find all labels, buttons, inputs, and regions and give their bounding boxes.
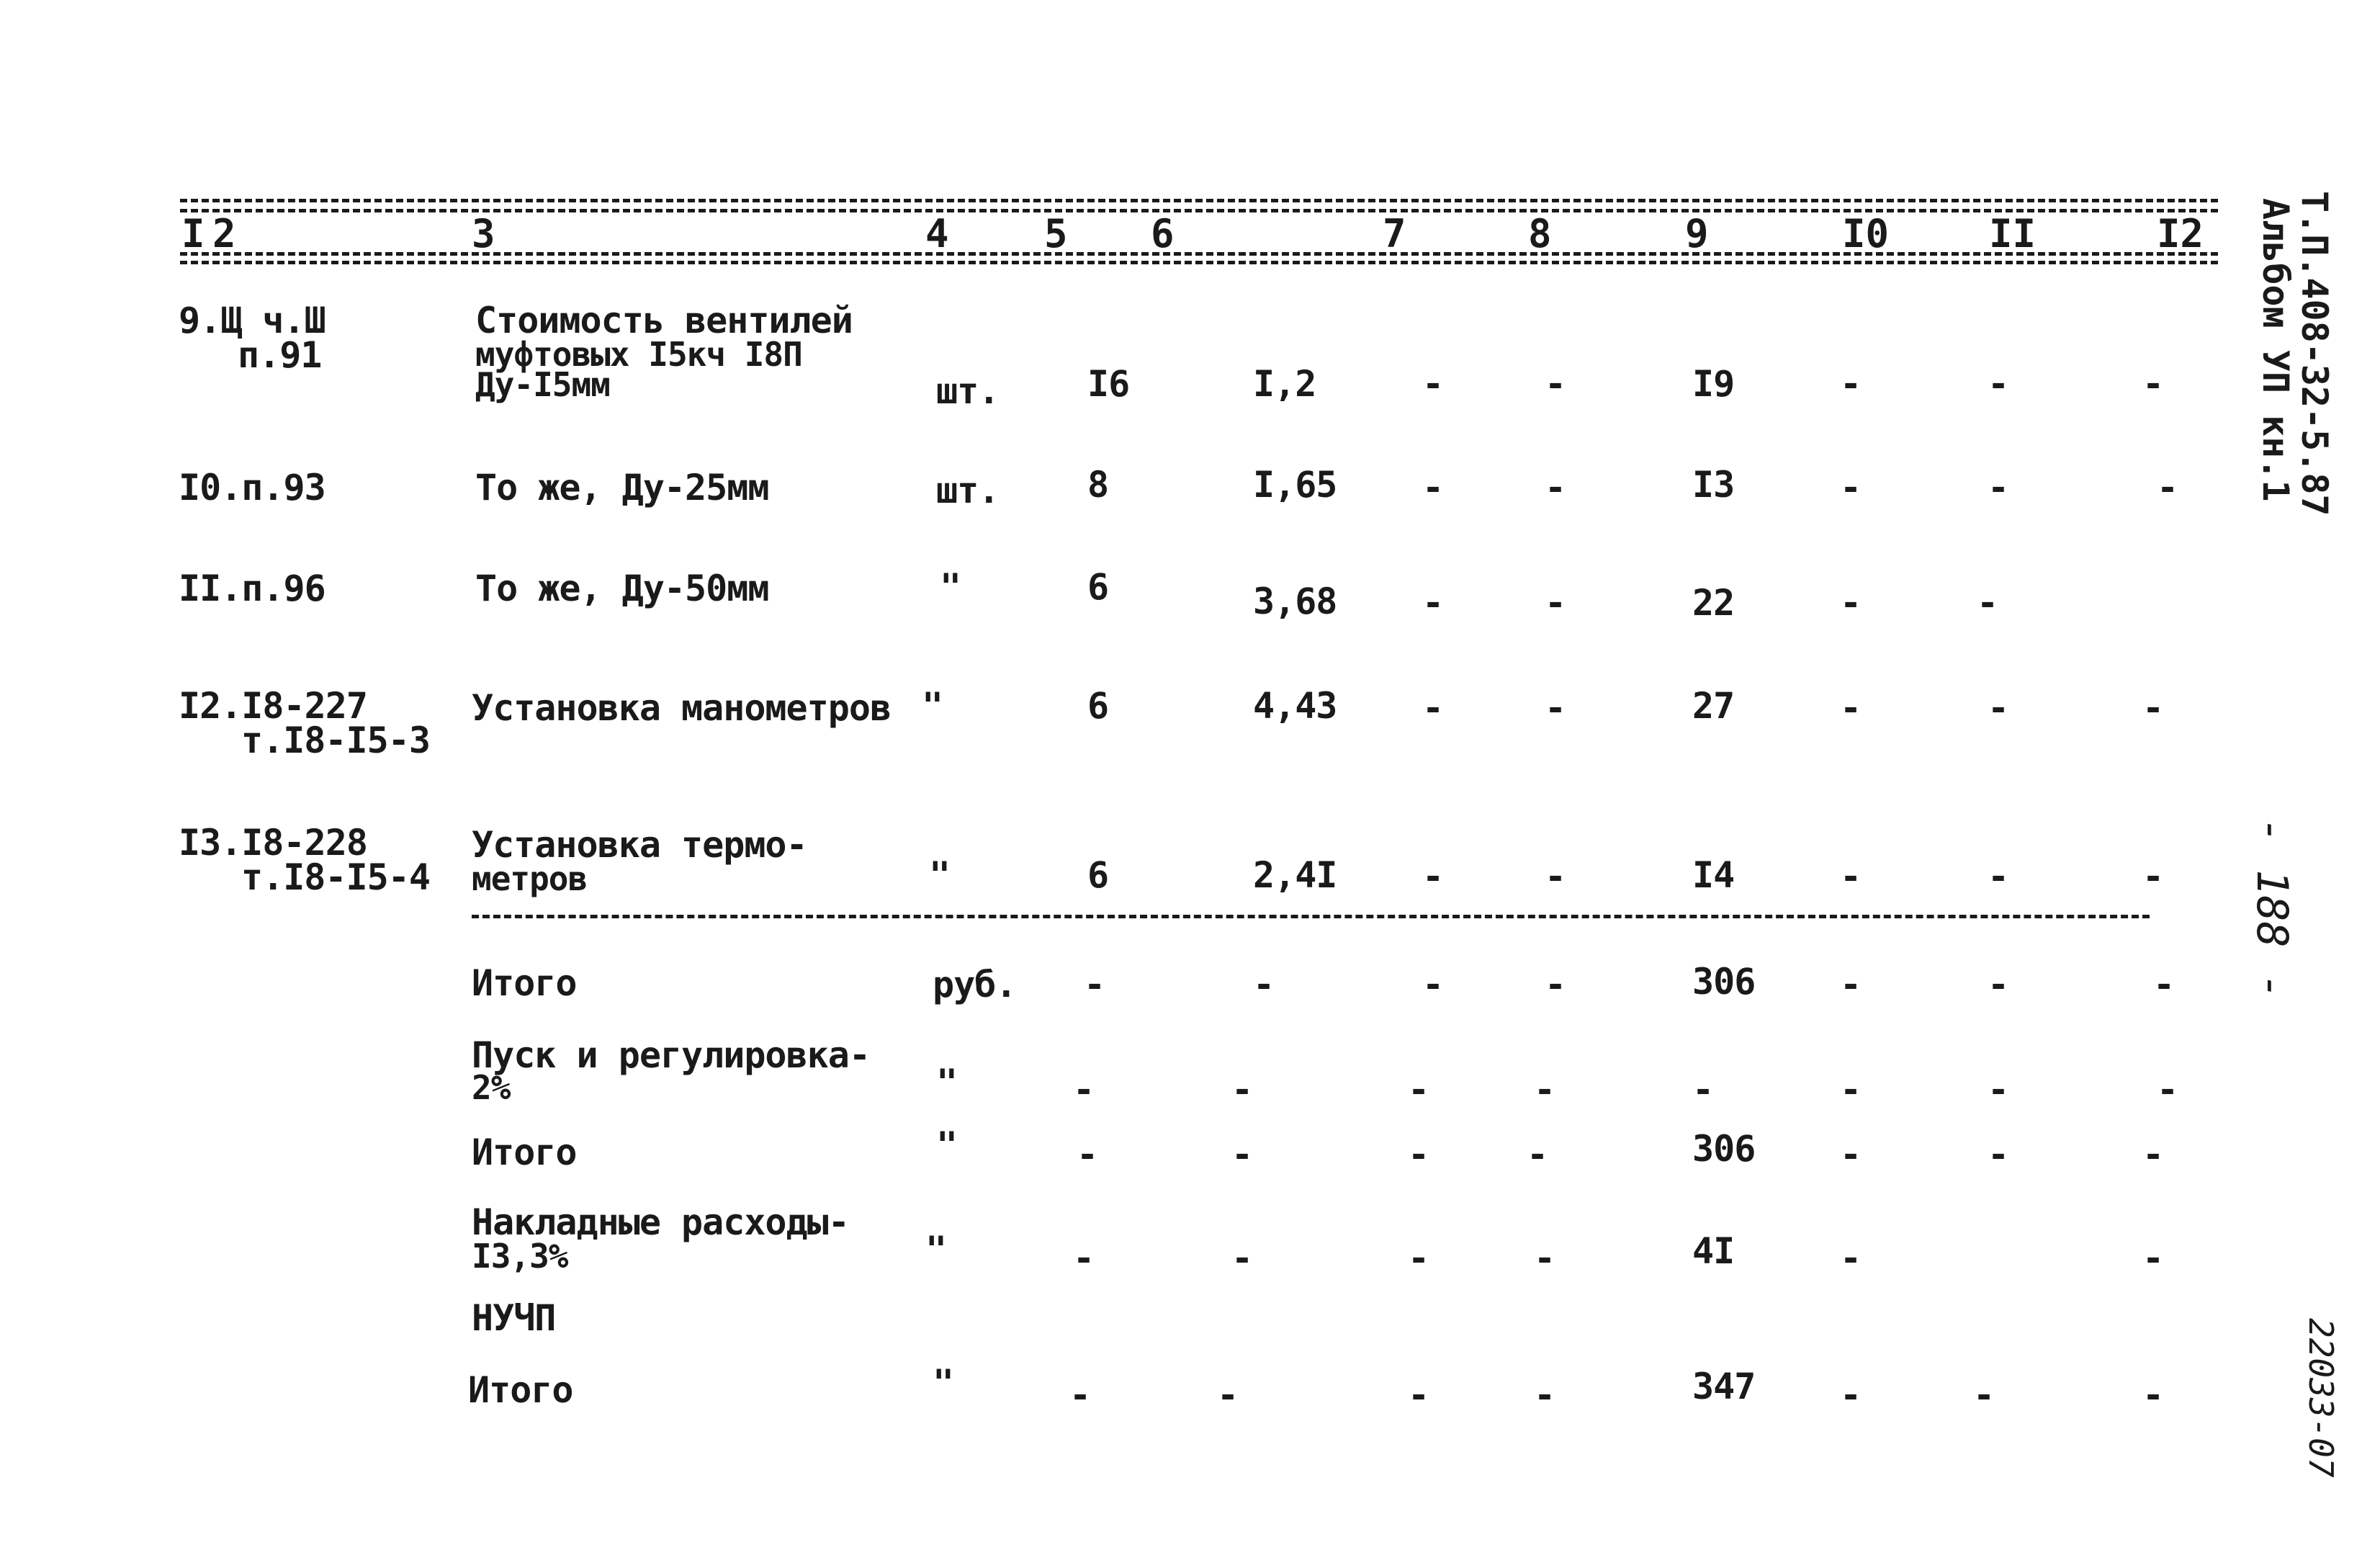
- row-code-sub: т.I8-I5-4: [241, 856, 430, 898]
- row-description-2: метров: [472, 859, 588, 898]
- total-col6: -: [1231, 1134, 1253, 1175]
- col-header-4: 4: [925, 211, 949, 256]
- row-unit: ": [929, 854, 951, 896]
- row-col10: -: [1840, 467, 1862, 509]
- row-col8: -: [1545, 856, 1566, 897]
- row-col10: -: [1840, 687, 1862, 729]
- row-col10: -: [1840, 582, 1862, 624]
- grand-total-col8: -: [1534, 1374, 1555, 1416]
- grand-total-col5: -: [1069, 1374, 1091, 1416]
- row-code-sub: п.91: [238, 334, 322, 376]
- row-col12: -: [2142, 856, 2164, 897]
- row-col6: 4,43: [1253, 685, 1337, 727]
- page-mark: - 188 -: [2247, 817, 2297, 1000]
- total-col10: -: [1840, 964, 1862, 1005]
- grand-total-unit: ": [933, 1362, 954, 1404]
- row-unit: ": [922, 685, 943, 727]
- total-unit: ": [936, 1124, 958, 1166]
- row-col11: -: [1977, 582, 1998, 624]
- startup-col9: -: [1692, 1069, 1714, 1111]
- startup-col6: -: [1231, 1069, 1253, 1111]
- grand-total-col9: 347: [1692, 1366, 1756, 1407]
- total-col9: 306: [1692, 1128, 1756, 1170]
- overhead-col12: -: [2142, 1237, 2164, 1279]
- total-label: Итого: [472, 962, 577, 1004]
- album-label: Альбом УП кн.1: [2255, 198, 2296, 502]
- header-bottom-rule-2: [180, 261, 2218, 264]
- row-col12: -: [2142, 687, 2164, 729]
- total-col9: 306: [1692, 961, 1756, 1003]
- total-col11: -: [1988, 964, 2009, 1005]
- row-code: 9.Щ ч.Ш: [179, 300, 325, 341]
- grand-total-col10: -: [1840, 1374, 1862, 1416]
- row-col8: -: [1545, 582, 1566, 624]
- row-col8: -: [1545, 467, 1566, 509]
- row-col6: I,2: [1253, 363, 1316, 405]
- row-col6: I,65: [1253, 464, 1337, 506]
- total-col12: -: [2153, 964, 2175, 1005]
- row-col12: -: [2157, 467, 2178, 509]
- row-col11: -: [1988, 467, 2009, 509]
- startup-percent: 2%: [472, 1068, 511, 1107]
- overhead-col8: -: [1534, 1237, 1555, 1279]
- startup-col10: -: [1840, 1069, 1862, 1111]
- row-col9: I9: [1692, 363, 1735, 405]
- row-description-2: муфтовых I5кч I8П: [475, 335, 802, 374]
- total-unit: руб.: [933, 964, 1017, 1005]
- row-description: То же, Ду-50мм: [475, 568, 769, 609]
- grand-total-col6: -: [1217, 1374, 1239, 1416]
- row-col6: 2,4I: [1253, 854, 1337, 896]
- total-col8: -: [1527, 1134, 1548, 1175]
- overhead-percent: I3,3%: [472, 1237, 568, 1276]
- row-description: Установка манометров: [472, 687, 892, 729]
- startup-col12: -: [2157, 1069, 2178, 1111]
- col-header-1: I: [181, 211, 205, 256]
- row-col7: -: [1422, 582, 1444, 624]
- row-qty: 6: [1087, 854, 1109, 896]
- startup-col5: -: [1073, 1069, 1095, 1111]
- overhead-col7: -: [1408, 1237, 1429, 1279]
- row-col6: 3,68: [1253, 581, 1337, 622]
- row-code: II.п.96: [179, 568, 325, 609]
- col-header-10: I0: [1842, 211, 1890, 256]
- row-qty: 6: [1087, 685, 1109, 727]
- row-col7: -: [1422, 856, 1444, 897]
- row-col9: 27: [1692, 685, 1735, 727]
- grand-total-col7: -: [1408, 1374, 1429, 1416]
- nuchp-label: НУЧП: [472, 1297, 556, 1339]
- startup-col11: -: [1988, 1069, 2009, 1111]
- row-col9: 22: [1692, 582, 1735, 624]
- header-top-rule: [180, 199, 2218, 202]
- inventory-number: 22033-07: [2302, 1318, 2340, 1478]
- row-col7: -: [1422, 687, 1444, 729]
- row-code: I2.I8-227: [179, 685, 367, 727]
- total-col7: -: [1408, 1134, 1429, 1175]
- overhead-col9: 4I: [1692, 1230, 1735, 1272]
- overhead-label: Накладные расходы-: [472, 1201, 849, 1243]
- col-header-8: 8: [1528, 211, 1552, 256]
- col-header-3: 3: [472, 211, 495, 256]
- row-col7: -: [1422, 467, 1444, 509]
- header-bottom-rule: [180, 252, 2218, 256]
- overhead-col10: -: [1840, 1237, 1862, 1279]
- row-col9: I4: [1692, 854, 1735, 896]
- startup-unit: ": [936, 1062, 958, 1103]
- row-qty: 8: [1087, 464, 1109, 506]
- overhead-unit: ": [925, 1229, 947, 1271]
- subtotal-rule: [472, 915, 2150, 918]
- row-code: I3.I8-228: [179, 822, 367, 864]
- row-unit: ": [940, 566, 961, 608]
- total-label: Итого: [472, 1132, 577, 1173]
- row-col8: -: [1545, 687, 1566, 729]
- col-header-7: 7: [1383, 211, 1406, 256]
- row-col12: -: [2142, 363, 2164, 405]
- row-code: I0.п.93: [179, 467, 325, 509]
- col-header-2: 2: [212, 211, 236, 256]
- total-col8: -: [1545, 964, 1566, 1005]
- total-col5: -: [1077, 1134, 1098, 1175]
- total-col10: -: [1840, 1134, 1862, 1175]
- row-qty: I6: [1087, 363, 1130, 405]
- grand-total-col12: -: [2142, 1374, 2164, 1416]
- doc-code: Т.П.408-32-5.87: [2294, 191, 2335, 516]
- row-code-sub: т.I8-I5-3: [241, 720, 430, 761]
- col-header-6: 6: [1151, 211, 1175, 256]
- row-col8: -: [1545, 363, 1566, 405]
- startup-col7: -: [1408, 1069, 1429, 1111]
- overhead-col5: -: [1073, 1237, 1095, 1279]
- row-description: Стоимость вентилей: [475, 300, 853, 341]
- grand-total-col11: -: [1973, 1374, 1995, 1416]
- total-col6: -: [1253, 964, 1275, 1005]
- col-header-9: 9: [1685, 211, 1709, 256]
- row-col11: -: [1988, 856, 2009, 897]
- row-qty: 6: [1087, 566, 1109, 608]
- overhead-col6: -: [1231, 1237, 1253, 1279]
- col-header-12: I2: [2157, 211, 2204, 256]
- row-col11: -: [1988, 687, 2009, 729]
- col-header-11: II: [1989, 211, 2037, 256]
- total-col11: -: [1988, 1134, 2009, 1175]
- row-col11: -: [1988, 363, 2009, 405]
- row-unit: шт.: [936, 470, 1000, 511]
- row-description: Установка термо-: [472, 824, 807, 866]
- row-col7: -: [1422, 363, 1444, 405]
- row-description: То же, Ду-25мм: [475, 467, 769, 509]
- total-col5: -: [1084, 964, 1105, 1005]
- total-col12: -: [2142, 1134, 2164, 1175]
- row-description-3: Ду-I5мм: [475, 365, 610, 404]
- col-header-5: 5: [1044, 211, 1068, 256]
- total-col7: -: [1422, 964, 1444, 1005]
- row-unit: шт.: [936, 370, 1000, 412]
- row-col10: -: [1840, 363, 1862, 405]
- startup-col8: -: [1534, 1069, 1555, 1111]
- row-col9: I3: [1692, 464, 1735, 506]
- grand-total-label: Итого: [468, 1369, 573, 1411]
- startup-label: Пуск и регулировка-: [472, 1034, 870, 1076]
- row-col10: -: [1840, 856, 1862, 897]
